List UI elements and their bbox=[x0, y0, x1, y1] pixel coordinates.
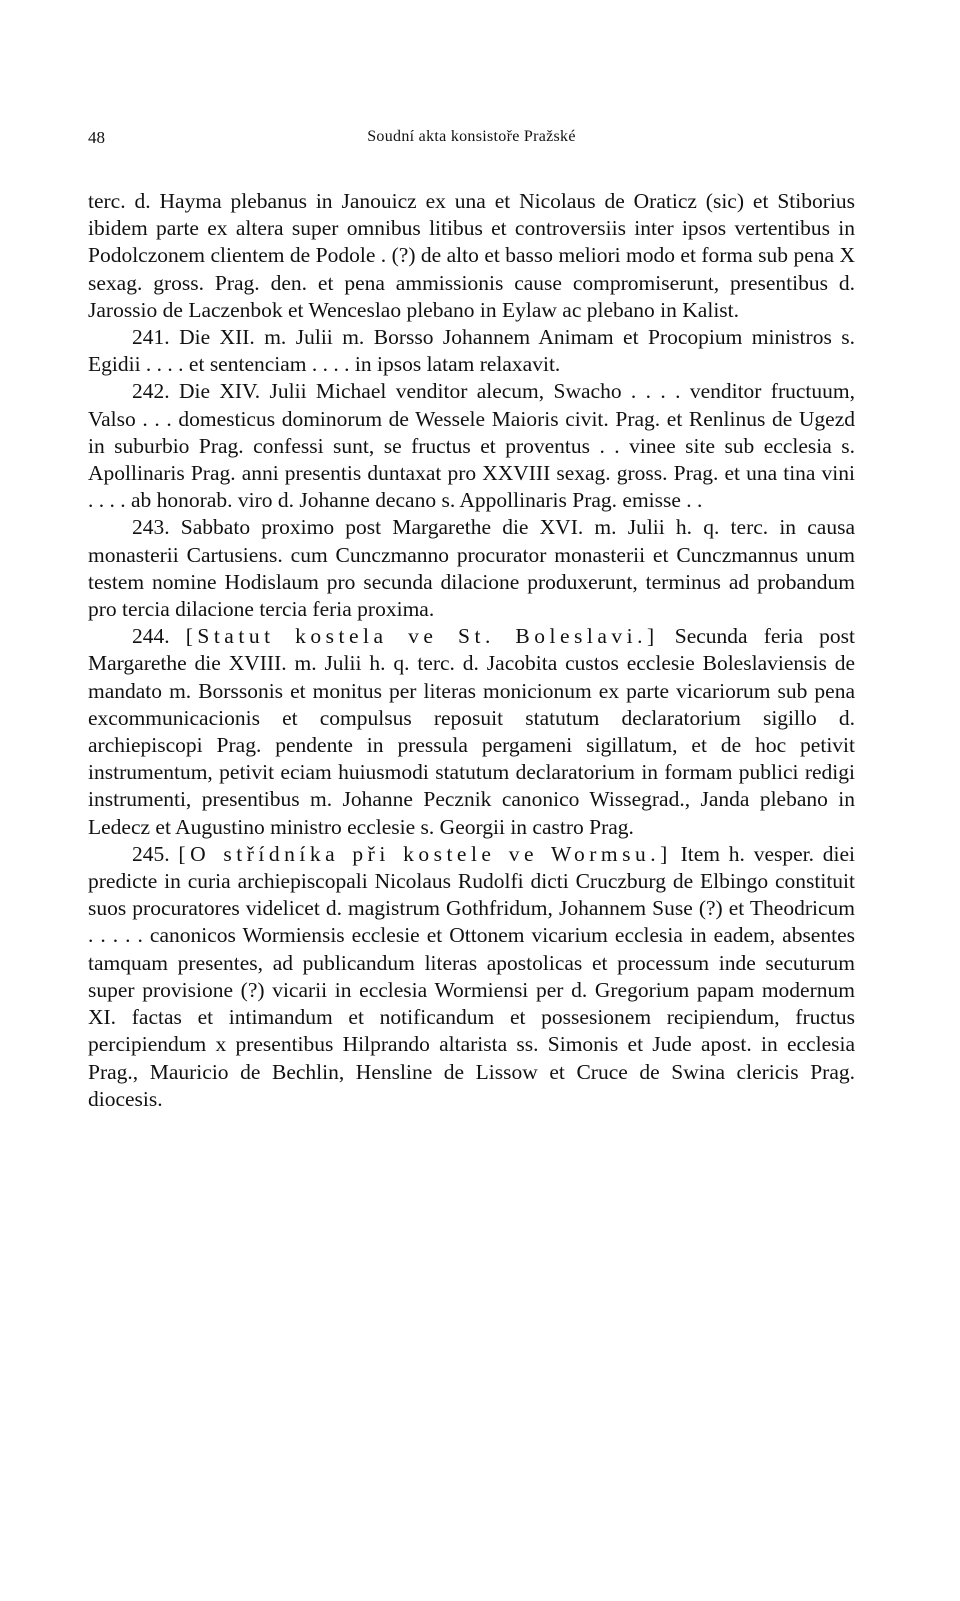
paragraph-continuation: terc. d. Hayma plebanus in Janouicz ex una et Nicolaus de Oraticz (sic) et Stiborius ibidem parte ex altera super omnibus litibus et controversiis inter ipsos vertentibus in Podolczonem clientem de Podole . (?) de alto et basso meliori modo et forma sub pena X sexag. gross. Prag. den. et pena ammissionis cause compromiserunt, presentibus d. Jarossio de Laczenbok et Wenceslao plebano in Eylaw ac plebano in Kalist. bbox=[88, 189, 855, 322]
entry-number: 245. bbox=[132, 841, 170, 866]
entry-245 bbox=[88, 841, 855, 1113]
entry-text: Item h. vesper. diei predicte in curia archiepiscopali Nicolaus Rudolfi dicti Cruczburg de Elbingo constituit suos procuratores videlicet d. magistrum Gothfridum, Johannem Suse (?) et Theodricum . . . . . canonicos Wormiensis ecclesie et Ottonem vicarium ecclesia in eadem, absentes tamquam presentes, ad publicandum literas apostolicas et processum inde secuturum super provisione (?) vicarii in ecclesia Wormiensi per d. Gregorium papam modernum XI. factas et intimandum et notificandum et possesionem recipiendum, fructus percipiendum x presentibus Hilprando altarista ss. Simonis et Jude apost. in ecclesia Prag., Mauricio de Bechlin, Hensline de Lissow et Cruce de Swina clericis Prag. diocesis. bbox=[88, 841, 856, 1111]
entry-heading: [Statut kostela ve St. Boleslavi.] bbox=[185, 624, 659, 649]
entry-243: 243. Sabbato proximo post Margarethe die XVI. m. Julii h. q. terc. in causa monasterii Cartusiens. cum Cunczmanno procurator monasterii et Cunczmannus unum testem nomine Hodislaum pro secunda dilacione produxerunt, terminus ad probandum pro tercia dilacione tercia feria proxima. bbox=[88, 515, 855, 622]
entry-242: 242. Die XIV. Julii Michael venditor alecum, Swacho . . . . venditor fructuum, Valso . . . domesticus dominorum de Wessele Maioris civit. Prag. et Renlinus de Ugezd in suburbio Prag. confessi sunt, se fructus et proventus . . vinee site sub ecclesia s. Apollinaris Prag. anni presentis duntaxat pro XXVIII sexag. gross. Prag. et una tina vini . . . . ab honorab. viro d. Johanne decano s. Appollinaris Prag. emisse . . bbox=[88, 379, 855, 513]
entry-number: 244. bbox=[132, 624, 170, 649]
entry-text: Secunda feria post Margarethe die XVIII. m. Julii h. q. terc. d. Jacobita custos ecclesie Boleslaviensis de mandato m. Borssonis et monitus per literas monicionum ex parte vicariorum sub pena excommunicacionis et compulsus reposuit statutum declaratorium sigillo d. archiepiscopi Prag. pendente in pressula pergameni sigillatum, et de hoc petivit instrumentum, petivit eciam huiusmodi statutum declaratorium in formam publici redigi instrumenti, presentibus m. Johanne Pecznik canonico Wissegrad., Janda plebano in Ledecz et Augustino ministro ecclesie s. Georgii in castro Prag. bbox=[88, 624, 856, 839]
entry-heading: [O střídníka při kostele ve Wormsu.] bbox=[178, 841, 672, 866]
page-header bbox=[88, 128, 855, 158]
running-title: Soudní akta konsistoře Pražské bbox=[367, 128, 576, 145]
page-number: 48 bbox=[88, 128, 105, 147]
page-body bbox=[88, 188, 855, 1113]
entry-244 bbox=[88, 623, 855, 841]
entry-241: 241. Die XII. m. Julii m. Borsso Johannem Animam et Procopium ministros s. Egidii . . . . et sentenciam . . . . in ipsos latam relaxavit. bbox=[88, 325, 855, 377]
